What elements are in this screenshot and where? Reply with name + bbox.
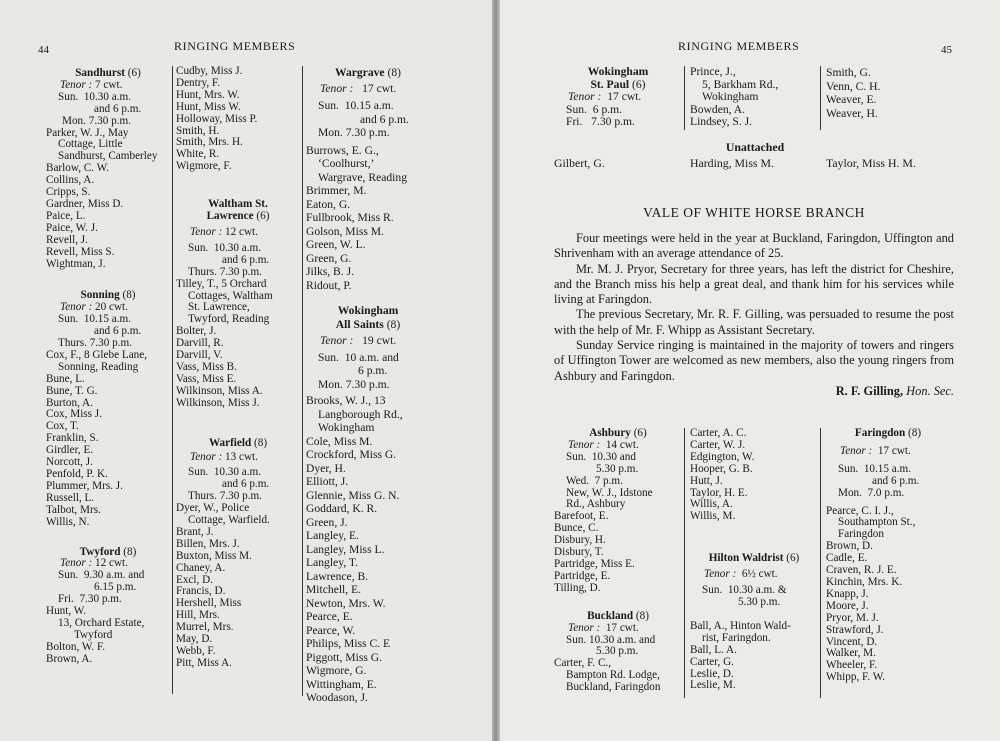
member-name: Wittingham, E. [306,677,377,691]
unattached-name: Harding, Miss M. [690,156,774,170]
member-name: Talbot, Mrs. [46,503,101,516]
member-address: Rd., Ashbury [566,498,626,511]
member-name: Willis, M. [690,510,736,523]
member-name: Webb, F. [176,644,216,657]
member-name: Willis, A. [690,498,733,511]
member-name: Woodason, J. [306,691,368,704]
member-name: Leslie, M. [690,679,736,692]
member-name: Goddard, K. R. [306,502,378,515]
member-name: Girdler, E. [46,444,94,457]
member-name: Tilley, T., 5 Orchard [176,277,267,290]
member-name: Walker, M. [826,647,876,660]
service-sun-buckland: Sun. 10.30 a.m. and [566,633,656,646]
report-paragraph: The previous Secretary, Mr. R. F. Gilling, was persuaded to resume the post with the help of Mr. F. Whipp as Assistant Secretary. [554,307,954,337]
column-rule [820,66,821,130]
member-address: Langborough Rd., [318,407,403,421]
member-name: Newton, Mrs. W. [306,596,386,610]
tenor-wokingham-all-saints: Tenor : 19 cwt. [320,334,397,347]
member-name: Carter, W. J. [690,438,746,451]
member-name: Dyer, W., Police [176,502,250,515]
service-sun-sandhurst: Sun. 10.30 a.m. [58,90,132,103]
branch-report [554,231,954,399]
member-name: Hunt, Mrs. W. [176,88,240,101]
member-name: Edgington, W. [690,450,755,463]
member-name: Excl, D. [176,573,213,586]
member-address: Buckland, Faringdon [566,681,661,694]
unattached-name: Taylor, Miss H. M. [826,156,916,170]
right-page [500,0,1000,741]
member-name: Francis, D. [176,585,226,598]
member-address: Wokingham [318,421,375,434]
tenor-wargrave: Tenor : 17 cwt. [320,81,397,95]
service-sun-hilton: Sun. 10.30 a.m. & [702,584,787,597]
member-name: Hershell, Miss [176,597,242,610]
service-sun-wokingham-all-saints: Sun. 10 a.m. and [318,350,399,364]
member-name: Cox, F., 8 Glebe Lane, [46,348,148,361]
left-column-3 [306,66,430,705]
member-name: Knapp, J. [826,587,869,600]
member-name: Burton, A. [46,396,93,409]
tower-heading-ashbury: Ashbury (6) [589,427,647,439]
member-name: Murrel, Mrs. [176,621,234,634]
column-rule [302,66,303,696]
member-name: Pryor, M. J. [826,611,879,624]
member-name: Barlow, C. W. [46,162,109,175]
report-paragraph: Mr. M. J. Pryor, Secretary for three years, has left the district for Cheshire, and the Branch miss his help a great deal, and thank him for his services while living at Faringdon. [554,261,954,307]
member-name: Craven, R. J. E. [826,564,897,577]
service-sun-cont-wokingham-all-saints: 6 p.m. [358,364,388,377]
member-name: Leslie, D. [690,667,734,680]
service-sun-cont-twyford: 6.15 p.m. [94,581,137,594]
member-name: Bolter, J. [176,325,217,338]
tower-heading-faringdon: Faringdon (8) [854,427,922,439]
tenor-sonning: Tenor : 20 cwt. [60,301,128,314]
report-paragraph: Four meetings were held in the year at Buckland, Faringdon, Uffington and Shrivenham with an average attendance of 25. [554,231,954,261]
member-name: Brown, D. [826,540,873,553]
service-wed-ashbury: Wed. 7 p.m. [566,474,623,487]
member-name: Carter, F. C., [554,657,612,670]
member-address: Twyford [74,628,113,641]
tenor-faringdon: Tenor : 17 cwt. [840,444,911,457]
member-name: Disbury, H. [554,534,606,547]
member-name: Hutt, J. [690,474,723,487]
service-sun-warfield: Sun. 10.30 a.m. [188,466,262,479]
member-name: Bunce, C. [554,522,599,535]
member-name: Jilks, B. J. [306,265,354,278]
tenor-warfield: Tenor : 13 cwt. [190,451,258,464]
member-name: Hill, Mrs. [176,609,220,622]
service-fri-twyford: Fri. 7.30 p.m. [58,593,122,606]
member-name: Golson, Miss M. [306,224,384,238]
member-name: Franklin, S. [46,432,99,445]
left-page [0,0,492,741]
member-name: Wilkinson, Miss A. [176,384,263,397]
member-address: ‘Coolhurst,’ [318,157,375,170]
member-name: Kinchin, Mrs. K. [826,575,903,588]
service-sun-cont-hilton: 5.30 p.m. [738,595,781,608]
member-name: Prince, J., [690,65,736,78]
tenor-hilton: Tenor : 6½ cwt. [704,568,778,581]
member-address: Twyford, Reading [188,313,270,326]
service-mon-wargrave: Mon. 7.30 p.m. [318,126,390,139]
member-name: Green, W. L. [306,238,366,251]
tenor-ashbury: Tenor : 14 cwt. [568,438,639,451]
member-address: Southampton St., [838,516,916,529]
tenor-sandhurst: Tenor : 7 cwt. [60,78,123,91]
tenor-waltham: Tenor : 12 cwt. [190,225,258,238]
member-name: Cudby, Miss J. [176,65,243,77]
st-paul-column-1 [554,66,682,129]
member-name: Partridge, E. [554,569,611,582]
member-name: Moore, J. [826,599,869,612]
tower-heading-warfield: Warfield (8) [208,436,268,449]
member-name: Hooper, G. B. [690,462,753,475]
member-name: Wheeler, F. [826,659,878,672]
branch-title: VALE OF WHITE HORSE BRANCH [643,205,865,220]
member-name: Fullbrook, Miss R. [306,211,394,224]
service-fri-st-paul: Fri. 7.30 p.m. [566,115,635,129]
page-number-right: 45 [941,44,952,56]
member-name: Pearce, C. I. J., [826,504,894,517]
service-mon-faringdon: Mon. 7.0 p.m. [838,486,905,499]
members-ashbury [554,488,682,595]
member-name: Lawrence, B. [306,569,369,583]
member-name: Billen, Mrs. J. [176,537,240,550]
tower-heading-sandhurst: Sandhurst (6) [75,67,141,79]
tower-heading-wokingham-all-saints: Wokingham [337,304,399,317]
member-name: Wigmore, G. [306,664,367,677]
service-sun-ashbury: Sun. 10.30 and [566,450,636,463]
st-paul-column-2 [690,66,818,129]
tower-heading-waltham: Waltham St. [208,198,268,211]
member-address: Wokingham [702,90,759,104]
member-address: Sonning, Reading [58,360,139,373]
member-name: Cadle, E. [826,552,868,565]
member-name: Weaver, H. [826,106,878,120]
member-name: Whipp, F. W. [826,671,886,684]
member-name: Carter, G. [690,655,734,668]
member-name: Bune, T. G. [46,384,98,397]
member-name: Revell, J. [46,233,88,246]
tower-heading-wargrave: Wargrave (8) [334,66,402,79]
members-ashbury-cont [690,428,818,523]
member-name: Partridge, Miss E. [554,557,635,570]
member-name: Langley, T. [306,556,358,569]
member-name: Dyer, H. [306,461,346,475]
column-rule [684,66,685,130]
members-sonning [46,350,170,529]
member-name: Eaton, G. [306,197,351,211]
service-sun-cont-faringdon: and 6 p.m. [872,474,920,487]
column-rule [684,428,685,698]
service-sun-twyford: Sun. 9.30 a.m. and [58,569,145,582]
member-name: Cripps, S. [46,186,91,199]
member-name: White, R. [176,148,220,161]
member-name: Barefoot, E. [554,510,609,523]
tenor-twyford: Tenor : 12 cwt. [60,557,128,570]
member-name: Paice, L. [46,209,86,222]
left-column-1 [46,68,170,666]
service-sun-faringdon: Sun. 10.15 a.m. [838,462,912,475]
unattached-heading: Unattached [725,140,785,154]
member-address: Sandhurst, Camberley [58,150,158,163]
tower-heading-sonning: Sonning (8) [80,289,136,302]
service-sun-st-paul: Sun. 6 p.m. [566,102,623,116]
member-address: rist, Faringdon. [702,631,771,644]
member-name: Strawford, J. [826,623,884,636]
tower-heading-st-paul: Wokingham [587,65,649,78]
tower-heading-twyford: Twyford (8) [79,545,137,558]
service-sun-wargrave: Sun. 10.15 a.m. [318,99,394,112]
service-sun-waltham: Sun. 10.30 a.m. [188,241,262,254]
right-column-1 [554,428,682,694]
member-name: Cole, Miss M. [306,434,373,448]
service-sun-cont-waltham: and 6 p.m. [222,253,270,266]
member-name: Mitchell, E. [306,583,362,596]
member-name: Wightman, J. [46,257,106,270]
member-name: Bolton, W. F. [46,640,106,653]
member-address: St. Lawrence, [188,301,250,314]
member-name: Brown, A. [46,652,93,665]
member-name: Bowden, A. [690,102,746,116]
member-name: Holloway, Miss P. [176,112,258,125]
member-name: Venn, C. H. [826,79,881,93]
members-warfield [176,503,300,670]
tower-heading-hilton: Hilton Waldrist (6) [708,552,800,565]
member-name: Darvill, R. [176,337,224,350]
service-sun-cont-buckland: 5.30 p.m. [596,645,639,658]
service-thurs-waltham: Thurs. 7.30 p.m. [188,265,262,278]
service-sun-cont-sandhurst: and 6 p.m. [94,102,142,115]
member-name: Parker, W. J., May [46,126,129,139]
member-name: Smith, Mrs. H. [176,136,243,149]
unattached-name: Gilbert, G. [554,156,605,170]
member-name: Crockford, Miss G. [306,448,397,461]
member-name: Paice, W. J. [46,221,98,234]
member-name: Green, G. [306,251,352,265]
member-name: Smith, G. [826,66,871,79]
members-hilton [690,621,818,692]
member-name: Pitt, Miss A. [176,656,232,669]
members-faringdon [826,506,950,685]
member-name: Willis, N. [46,515,90,528]
service-mon-wokingham-all-saints: Mon. 7.30 p.m. [318,377,390,391]
member-name: Ridout, P. [306,278,352,292]
member-name: Ball, A., Hinton Wald- [690,619,791,632]
column-rule [172,66,173,694]
book-gutter [492,0,500,741]
member-name: Tilling, D. [554,581,601,594]
member-name: Carter, A. C. [690,427,747,439]
member-name: Ball, L. A. [690,643,737,656]
right-column-2 [690,428,818,692]
running-header-left: RINGING MEMBERS [174,39,296,53]
member-name: Brant, J. [176,525,214,538]
tower-heading-buckland: Buckland (8) [587,609,649,622]
member-name: Dentry, F. [176,76,221,89]
member-address: Cottages, Waltham [188,289,273,302]
service-sun-cont-warfield: and 6 p.m. [222,478,270,491]
service-sun-cont-sonning: and 6 p.m. [94,325,142,338]
member-name: Revell, Miss S. [46,245,115,258]
member-name: Gardner, Miss D. [46,197,124,210]
member-name: Brimmer, M. [306,184,367,197]
members-sandhurst [46,128,170,271]
member-name: Vass, Miss B. [176,360,237,373]
member-address: Faringdon [838,528,884,541]
service-thurs-warfield: Thurs. 7.30 p.m. [188,490,262,503]
member-name: Smith, H. [176,124,220,137]
member-name: Cox, T. [46,420,79,433]
service-sun-sonning: Sun. 10.15 a.m. [58,313,132,326]
left-column-2 [176,66,300,670]
service-thurs-sonning: Thurs. 7.30 p.m. [58,337,132,350]
report-paragraph: Sunday Service ringing is maintained in the majority of towers and ringers of Uffington Tower are welcomed as new members, also the young ringers from Ashbury and Faringdon. [554,338,954,383]
page-number-left: 44 [38,44,49,56]
member-name: Pearce, W. [306,623,356,637]
column-rule [820,428,821,698]
member-name: Wilkinson, Miss J. [176,396,260,409]
member-name: Cox, Miss J. [46,408,102,421]
member-address: Bampton Rd. Lodge, [566,669,660,682]
member-name: Norcott, J. [46,456,93,469]
member-name: Philips, Miss C. E [306,637,391,650]
report-signature: R. F. Gilling, Hon. Sec. [835,383,954,398]
tower-heading-waltham-2: Lawrence (6) [206,210,270,223]
member-name: Burrows, E. G., [306,143,379,157]
tenor-st-paul: Tenor : 17 cwt. [568,90,642,104]
member-name: May, D. [176,633,213,646]
member-name: Darvill, V. [176,349,223,362]
member-name: Russell, L. [46,491,95,504]
members-sandhurst-cont [176,66,300,173]
member-address: 13, Orchard Estate, [58,616,145,629]
tower-heading-st-paul-2: St. Paul (6) [590,77,646,91]
member-name: Hunt, W. [46,605,87,618]
members-buckland [554,658,682,694]
st-paul-column-3 [826,66,946,120]
member-name: Buxton, Miss M. [176,549,252,562]
running-header-right: RINGING MEMBERS [678,39,800,53]
service-sun-cont-wargrave: and 6 p.m. [360,112,409,126]
member-name: Penfold, P. K. [46,468,108,480]
tenor-buckland: Tenor : 17 cwt. [568,621,639,634]
member-name: Brooks, W. J., 13 [306,394,386,407]
member-name: Vincent, D. [826,635,878,648]
member-name: Weaver, E. [826,93,877,107]
member-name: Bune, L. [46,372,85,385]
member-name: Disbury, T. [554,546,604,559]
member-name: Hunt, Miss W. [176,100,241,113]
members-waltham [176,279,300,410]
member-name: Vass, Miss E. [176,372,237,385]
member-name: Chaney, A. [176,561,226,574]
member-name: Wigmore, F. [176,160,232,173]
tower-heading-wokingham-all-saints-2: All Saints (8) [335,317,401,331]
member-name: New, W. J., Idstone [566,486,653,499]
member-address: Wargrave, Reading [318,170,407,184]
member-name: Glennie, Miss G. N. [306,488,400,502]
member-name: Piggott, Miss G. [306,650,383,664]
members-wokingham-all-saints [306,394,430,705]
member-name: Lindsey, S. J. [690,115,753,129]
member-address: Cottage, Warfield. [188,514,270,526]
member-name: Taylor, H. E. [690,486,748,499]
member-name: Langley, Miss L. [306,542,385,556]
member-name: Langley, E. [306,529,360,542]
member-address: 5, Barkham Rd., [702,77,779,91]
member-address: Cottage, Little [58,138,123,151]
right-column-3 [826,428,950,684]
service-mon-sandhurst: Mon. 7.30 p.m. [62,114,131,127]
service-sun-cont-ashbury: 5.30 p.m. [596,462,639,475]
members-wargrave [306,144,430,293]
member-name: Plummer, Mrs. J. [46,479,123,492]
member-name: Collins, A. [46,174,95,187]
members-twyford [46,606,170,666]
member-name: Pearce, E. [306,610,353,623]
member-name: Green, J. [306,515,348,529]
member-name: Elliott, J. [306,475,349,488]
